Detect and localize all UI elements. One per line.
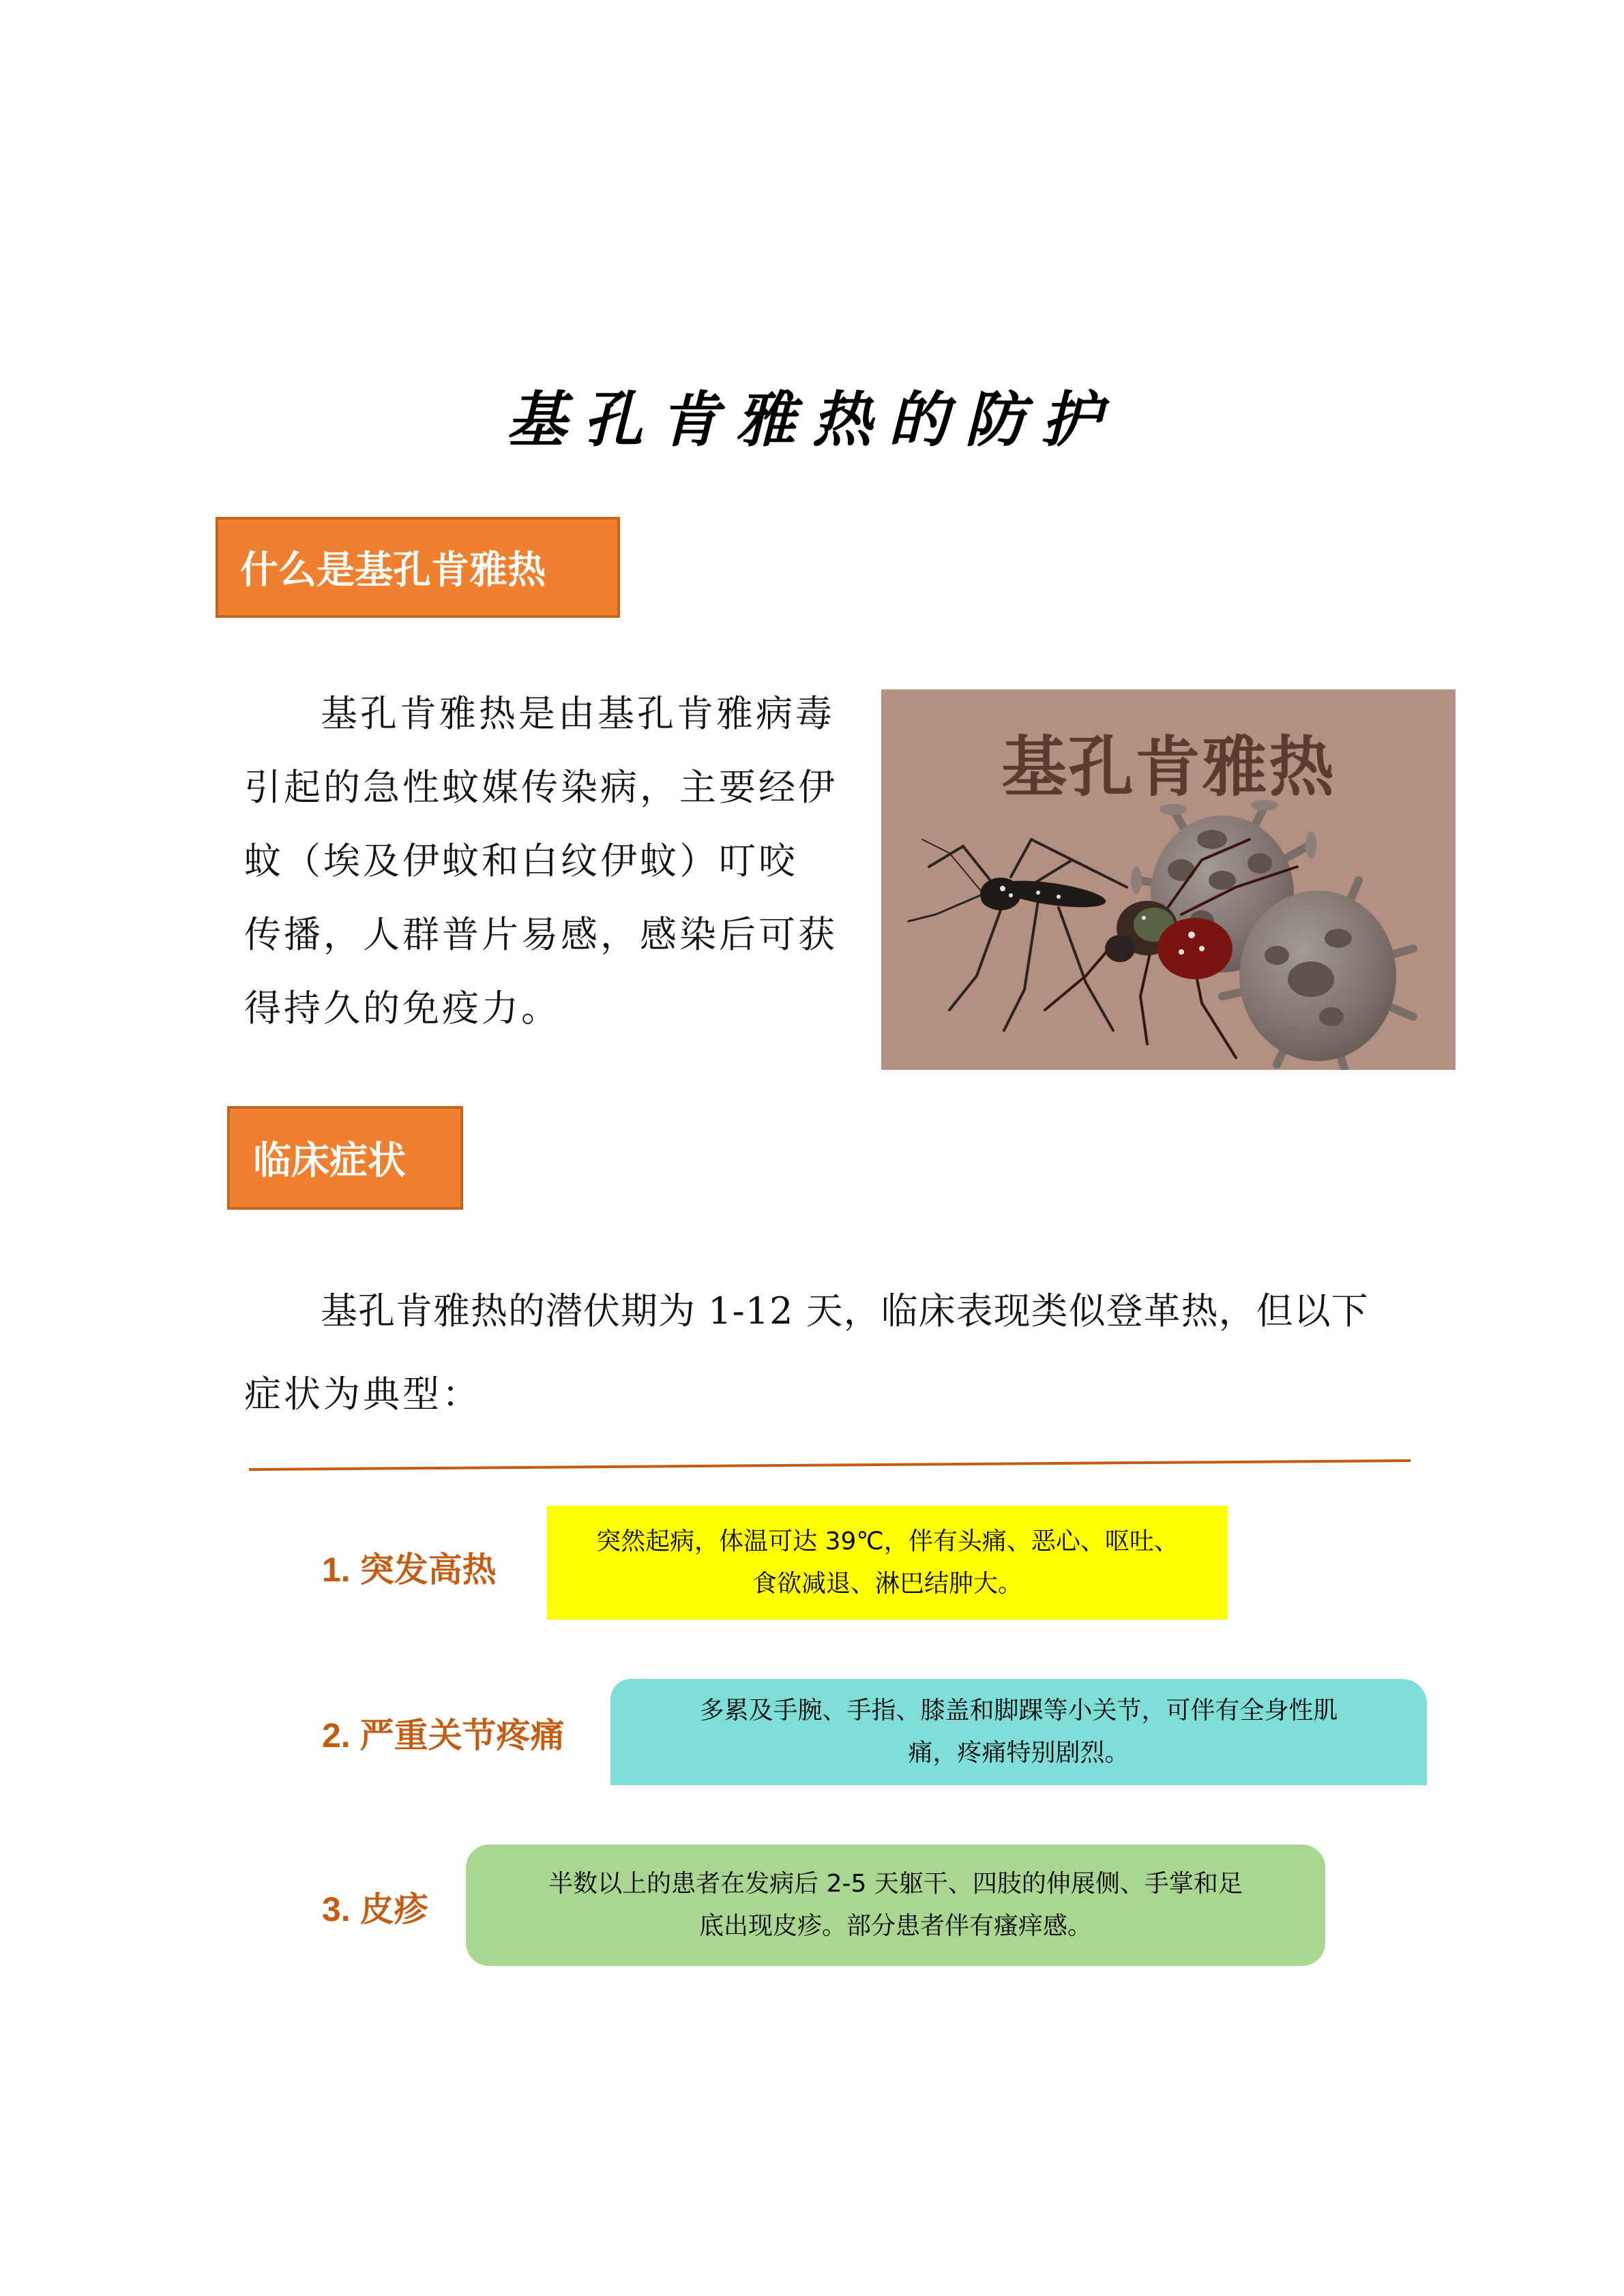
illustration-caption: 基孔肯雅热 (1001, 729, 1335, 805)
mosquito-icon (909, 839, 1127, 1030)
section-heading-what-is (216, 517, 620, 618)
section-heading-symptoms (227, 1106, 463, 1210)
paragraph-line: 症状为典型： (244, 1373, 482, 1416)
symptom-text-line: 突然起病，体温可达 39℃，伴有头痛、恶心、呕吐、 (596, 1527, 1179, 1555)
symptom-text-line: 痛，疼痛特别剧烈。 (908, 1739, 1130, 1767)
symptom-label-joint-pain: 2. 严重关节疼痛 (322, 1716, 565, 1755)
symptom-text-line: 半数以上的患者在发病后 2-5 天躯干、四肢的伸展侧、手掌和足 (548, 1870, 1243, 1898)
mosquito-body (980, 876, 1107, 912)
symptom-label-rash: 3. 皮疹 (322, 1890, 428, 1928)
paragraph-line: 传播，人群普片易感，感染后可获 (244, 913, 838, 956)
chikungunya-illustration (881, 689, 1456, 1070)
symptom-text-line: 多累及手腕、手指、膝盖和脚踝等小关节，可伴有全身性肌 (699, 1697, 1338, 1725)
paragraph-line: 引起的急性蚊媒传染病，主要经伊 (244, 766, 838, 809)
symptom-label-fever: 1. 突发高热 (322, 1551, 497, 1589)
section-heading-label: 临床症状 (253, 1139, 406, 1183)
paragraph-line: 基孔肯雅热的潜伏期为 1-12 天，临床表现类似登革热，但以下 (321, 1289, 1369, 1332)
symptom-box-rash (466, 1845, 1325, 1966)
paragraph-line: 蚊（埃及伊蚊和白纹伊蚊）叮咬 (244, 839, 798, 882)
symptom-text-line: 食欲减退、淋巴结肿大。 (752, 1569, 1022, 1598)
document-title: 基孔肯雅热的防护 (506, 384, 1118, 455)
paragraph-line: 得持久的免疫力。 (244, 987, 561, 1030)
paragraph-line: 基孔肯雅热是由基孔肯雅病毒 (321, 692, 835, 735)
section-heading-label: 什么是基孔肯雅热 (240, 548, 546, 593)
symptom-box-joint-pain (610, 1679, 1427, 1785)
symptom-text-line: 底出现皮疹。部分患者伴有瘙痒感。 (698, 1912, 1092, 1940)
symptom-box-fever (547, 1506, 1228, 1620)
